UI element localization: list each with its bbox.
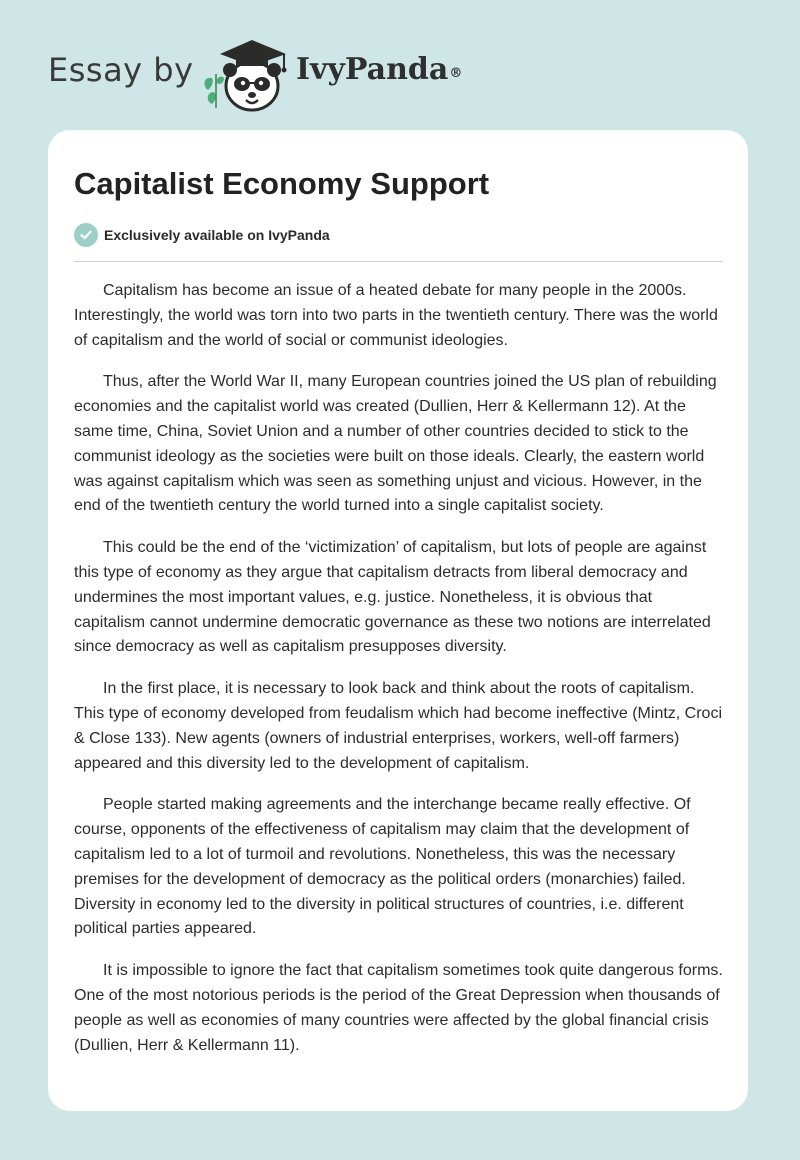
exclusive-badge-label: Exclusively available on IvyPanda [104, 227, 330, 243]
paragraph: Thus, after the World War II, many European countries joined the US plan of rebuilding economies and the capitalist world was created (Dullien, Herr & Kellermann 12). At the same time, China, Soviet Union and a number of other countries decided to stick to the communist ideology as the societies were built on those ideals. Clearly, the eastern world was against capitalism which was seen as something unjust and vicious. However, in the end of the twentieth century the world turned into a single capitalist society. [74, 373, 717, 515]
essay-title: Capitalist Economy Support [74, 166, 490, 201]
paragraph: People started making agreements and the interchange became really effective. Of course, opponents of the effectiveness of capitalism may claim that the development of capitalism led to a lot of turmoil and revolutions. Nonetheless, this was the necessary premises for the development of democracy as the political orders (monarchies) failed. Diversity in economy led to the diversity in political structures of countries, i.e. different political parties appeared. [74, 796, 691, 938]
check-icon [74, 223, 98, 247]
panda-logo-icon[interactable] [200, 34, 292, 114]
registered-mark: ® [449, 66, 463, 81]
exclusive-badge [74, 222, 330, 248]
essay-body [74, 279, 723, 1075]
paragraph: Capitalism has become an issue of a heated debate for many people in the 2000s. Interestingly, the world was torn into two parts in the twentieth century. There was the world of capitalism and the world of social or communist ideologies. [74, 282, 718, 349]
ivy-leaf-icon [205, 77, 224, 104]
brand-name[interactable] [296, 50, 462, 90]
paragraph: This could be the end of the ‘victimization’ of capitalism, but lots of people are against this type of economy as they argue that capitalism detracts from liberal democracy and undermines the most important values, e.g. justice. Nonetheless, it is obvious that capitalism cannot undermine democratic governance as these two notions are interrelated since democracy as well as capitalism presupposes diversity. [74, 539, 711, 656]
essay-by-label: Essay by [48, 51, 194, 89]
divider [74, 261, 723, 262]
paragraph: It is impossible to ignore the fact that capitalism sometimes took quite dangerous forms. One of the most notorious periods is the period of the Great Depression when thousands of people as well as economies of many countries were affected by the global financial crisis (Dullien, Herr & Kellermann 11). [74, 962, 723, 1054]
paragraph: In the first place, it is necessary to look back and think about the roots of capitalism. This type of economy developed from feudalism which had become ineffective (Mintz, Croci & Close 133). New agents (owners of industrial enterprises, workers, well-off farmers) appeared and this diversity led to the development of capitalism. [74, 680, 723, 772]
essay-card [48, 130, 748, 1111]
brand-text: IvyPanda [296, 52, 449, 87]
site-header [0, 0, 800, 130]
